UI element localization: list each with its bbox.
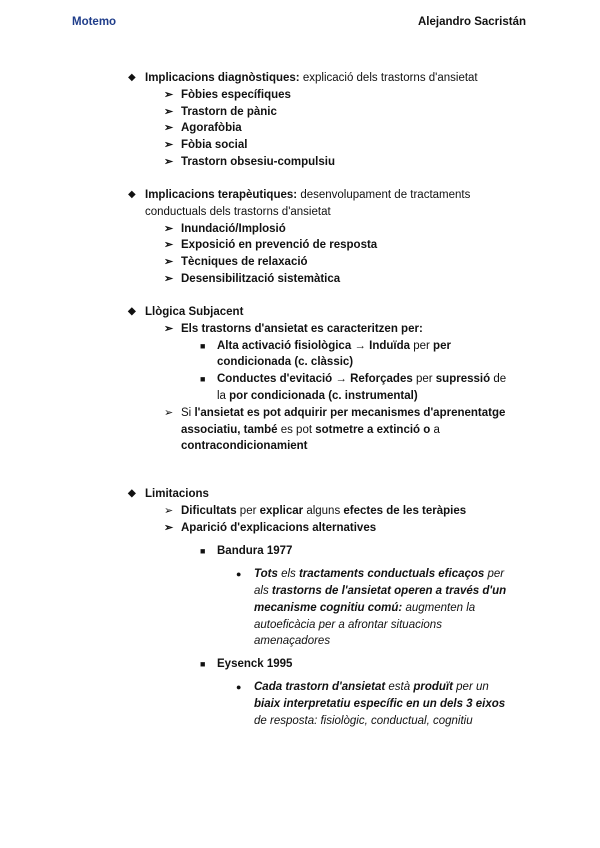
arrow-bullet-icon: ➢ xyxy=(164,322,174,335)
diamond-bullet-icon: ◆ xyxy=(128,189,136,200)
section-title: Implicacions diagnòstiques: xyxy=(145,72,300,84)
section-limitacions xyxy=(0,486,600,729)
list-item: Exposició en prevenció de resposta xyxy=(181,239,378,252)
list-item-activacio: ■ Alta activació fisiològica → Induïda per per condicionada (c. clàssic) xyxy=(200,339,451,369)
arrow-bullet-icon: ➢ xyxy=(164,256,174,269)
diamond-bullet-icon: ◆ xyxy=(128,488,136,499)
arrow-bullet-icon: ➢ xyxy=(164,239,174,252)
author-bandura: Bandura 1977 xyxy=(217,545,293,558)
section-logica-subjacent xyxy=(0,304,600,455)
arrow-bullet-icon: ➢ xyxy=(164,139,174,152)
dot-bullet-icon: ● xyxy=(236,681,242,692)
section-implicacions-diagnostiques xyxy=(0,70,600,171)
bandura-description: ● Tots els tractaments conductuals eficaços per als trastorns de l'ansietat operen a través d'un mecanisme cognitiu comú: augmenten la autoeficàcia per a afrontar situacions amenaçadores xyxy=(236,568,507,648)
section-title: Implicacions terapèutiques: xyxy=(145,189,298,201)
arrow-bullet-icon: ➢ xyxy=(164,222,174,235)
section-description-cont: conductuals dels trastorns d'ansietat xyxy=(145,205,331,218)
arrow-bullet-icon: ➢ xyxy=(164,272,174,285)
square-bullet-icon: ■ xyxy=(200,374,206,385)
arrow-bullet-icon: ➢ xyxy=(164,122,174,135)
arrow-bullet-icon: ➢ xyxy=(164,88,174,101)
dot-bullet-icon: ● xyxy=(236,569,242,580)
section-title: Limitacions xyxy=(145,488,209,500)
section-description: desenvolupament de tractaments xyxy=(300,189,471,201)
section-description: explicació dels trastorns d'ansietat xyxy=(302,72,478,84)
eysenck-description: ● Cada trastorn d'ansietat està produït per un biaix interpretatiu específic en un dels 3 eixos de resposta: fisiològic, conductual, cognitiu xyxy=(236,680,506,727)
list-item: Agorafòbia xyxy=(181,122,242,135)
square-bullet-icon: ■ xyxy=(200,659,206,670)
arrow-bullet-icon: ➢ xyxy=(164,406,174,419)
list-item-dificultats: ➢ Dificultats per explicar alguns efectes de les teràpies xyxy=(0,503,600,520)
arrow-bullet-icon: ➢ xyxy=(164,155,174,168)
arrow-bullet-icon: ➢ xyxy=(164,105,174,118)
section-title: Llògica Subjacent xyxy=(145,306,244,318)
list-item-evitacio: ■ Conductes d'evitació → Reforçades per supressió de la por condicionada (c. instrumental) xyxy=(200,373,507,402)
list-item: Aparició d'explicacions alternatives xyxy=(181,521,377,534)
author-eysenck: Eysenck 1995 xyxy=(217,658,293,671)
list-item: Desensibilització sistemàtica xyxy=(181,272,341,285)
header-author-left: Motemo xyxy=(72,16,117,28)
list-item: Trastorn de pànic xyxy=(181,105,277,118)
header-author-right: Alejandro Sacristán xyxy=(417,16,526,28)
diamond-bullet-icon: ◆ xyxy=(128,72,136,83)
list-item: Inundació/Implosió xyxy=(181,222,286,235)
list-item: Els trastorns d'ansietat es caracteritzen per: xyxy=(181,322,423,335)
square-bullet-icon: ■ xyxy=(200,340,206,351)
section-implicacions-terapeutiques xyxy=(0,187,600,288)
square-bullet-icon: ■ xyxy=(200,546,206,557)
arrow-bullet-icon: ➢ xyxy=(164,504,174,517)
list-item: Fòbia social xyxy=(181,139,248,152)
list-item: Trastorn obsesiu-compulsiu xyxy=(181,155,335,168)
list-item: Tècniques de relaxació xyxy=(181,256,308,269)
list-item-ansietat: ➢ Si l'ansietat es pot adquirir per mecanismes d'aprenentatge associatiu, també es pot sotmetre a extinció o a contracondicionamient xyxy=(164,406,506,453)
arrow-bullet-icon: ➢ xyxy=(164,521,174,534)
diamond-bullet-icon: ◆ xyxy=(128,306,136,317)
list-item: Fòbies específiques xyxy=(181,88,291,101)
